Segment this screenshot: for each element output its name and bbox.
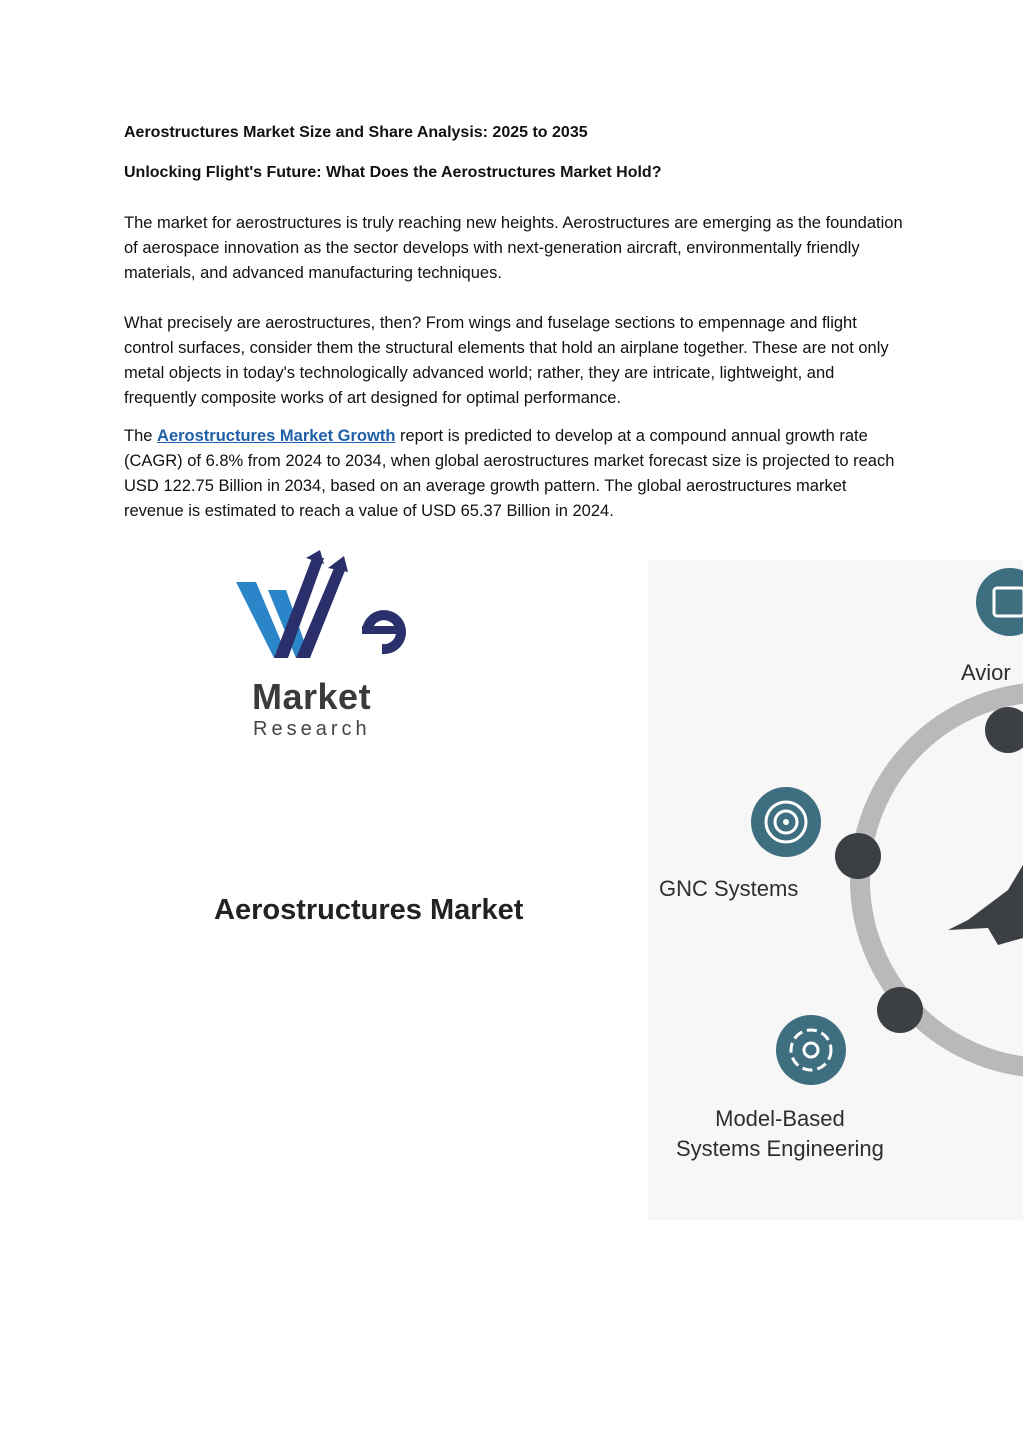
technology-diagram: [648, 560, 1023, 1220]
page-heading: Aerostructures Market Size and Share Analysis: 2025 to 2035: [124, 124, 588, 141]
label-gnc-systems: GNC Systems: [659, 876, 799, 901]
mbse-icon-circle: [776, 1015, 846, 1085]
logo-market-text: Market: [252, 676, 372, 717]
logo-research-text: Research: [253, 718, 371, 740]
market-growth-link[interactable]: Aerostructures Market Growth: [157, 427, 396, 445]
label-avionics: Avior: [961, 660, 1011, 685]
growth-prefix: The: [124, 427, 158, 445]
growth-suffix: report is predicted to develop at a compound annual growth rate (CAGR) of 6.8% from 2024 to 2034, when global aerostructures market forecast size is projected to reach USD 122.75 Billion in 2034, based on an average growth pattern. The global aerostructures market revenue is estimated to reach a value of USD 65.37 Billion in 2024.: [124, 427, 895, 520]
mbse-line-1: Model-Based: [715, 1106, 845, 1131]
ring-dot-gnc: [835, 833, 881, 879]
label-model-based-systems-engineering: [676, 1104, 884, 1164]
company-logo: [228, 550, 428, 740]
ring-dot-mbse: [877, 987, 923, 1033]
logo-we-mark: [228, 550, 428, 680]
growth-paragraph: [124, 424, 904, 524]
report-cover-image: [0, 540, 1023, 1240]
page-subheading: Unlocking Flight's Future: What Does the Aerostructures Market Hold?: [124, 164, 662, 181]
intro-paragraph: The market for aerostructures is truly reaching new heights. Aerostructures are emerging as the foundation of aerospace innovation as the sector develops with next-generation aircraft, environmentally friendly materials, and advanced manufacturing techniques.: [124, 214, 903, 282]
figure-title: Aerostructures Market: [214, 894, 524, 926]
aircraft-icon: [948, 822, 1023, 945]
ring-dot-avionics: [985, 707, 1023, 753]
mbse-line-2: Systems Engineering: [676, 1136, 884, 1161]
avionics-icon-circle: [976, 568, 1023, 636]
definition-paragraph: What precisely are aerostructures, then? From wings and fuselage sections to empennage and flight control surfaces, consider them the structural elements that hold an airplane together. These are not only metal objects in today's technologically advanced world; rather, they are intricate, lightweight, and frequently composite works of art designed for optimal performance.: [124, 314, 889, 407]
